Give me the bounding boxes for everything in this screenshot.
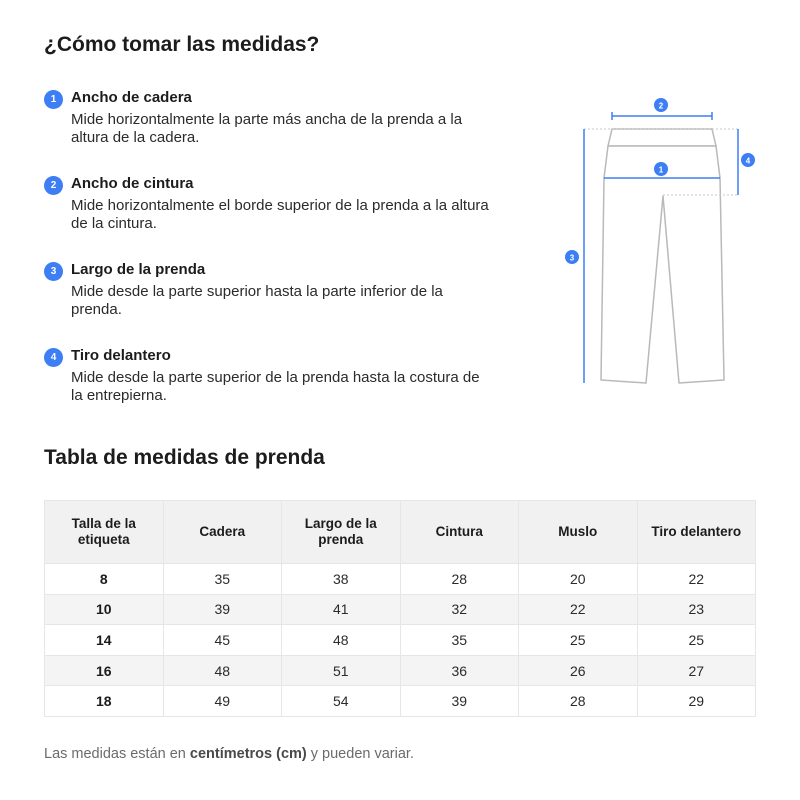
column-header: Cadera [163, 501, 282, 564]
table-cell: 23 [637, 594, 756, 625]
table-cell: 48 [282, 625, 401, 656]
column-header: Muslo [519, 501, 638, 564]
pants-icon [555, 90, 765, 395]
step-number-badge: 2 [44, 176, 63, 195]
size-label-cell: 16 [45, 655, 164, 686]
size-label-cell: 18 [45, 686, 164, 717]
step-number-badge: 3 [44, 262, 63, 281]
pants-outline [601, 146, 724, 383]
table-cell: 28 [519, 686, 638, 717]
table-row [45, 564, 756, 595]
size-label-cell: 8 [45, 564, 164, 595]
table-cell: 25 [519, 625, 638, 656]
table-cell: 22 [637, 564, 756, 595]
table-row [45, 594, 756, 625]
step-number-badge: 4 [44, 348, 63, 367]
marker-label: 1 [658, 165, 664, 175]
marker-badge-2 [654, 98, 668, 112]
table-cell: 22 [519, 594, 638, 625]
table-row [45, 625, 756, 656]
table-cell: 27 [637, 655, 756, 686]
table-row [45, 686, 756, 717]
footnote-prefix: Las medidas están en [44, 746, 190, 762]
table-cell: 36 [400, 655, 519, 686]
table-cell: 49 [163, 686, 282, 717]
step-number-badge: 1 [44, 90, 63, 109]
table-header-row [45, 501, 756, 564]
marker-label: 4 [745, 156, 751, 166]
marker-label: 3 [569, 253, 575, 263]
table-cell: 28 [400, 564, 519, 595]
howto-title: ¿Cómo tomar las medidas? [44, 33, 320, 56]
step-description: Mide horizontalmente el borde superior de la prenda a la altura de la cintura. [71, 197, 489, 232]
footnote-units: centímetros (cm) [189, 746, 307, 762]
table-cell: 45 [163, 625, 282, 656]
step-title: Ancho de cadera [71, 89, 192, 106]
table-cell: 39 [163, 594, 282, 625]
marker-badge-4 [741, 153, 755, 167]
size-label-cell: 14 [45, 625, 164, 656]
table-cell: 39 [400, 686, 519, 717]
step-description: Mide desde la parte superior de la prenda hasta la costura de la entrepierna. [71, 369, 480, 404]
waistband-outline [608, 129, 716, 146]
marker-badge-1 [654, 162, 668, 176]
table-cell: 38 [282, 564, 401, 595]
table-cell: 32 [400, 594, 519, 625]
column-header: Largo de la prenda [282, 501, 401, 564]
table-row [45, 655, 756, 686]
table-cell: 35 [400, 625, 519, 656]
size-label-cell: 10 [45, 594, 164, 625]
marker-badge-3 [565, 250, 579, 264]
table-cell: 54 [282, 686, 401, 717]
table-cell: 20 [519, 564, 638, 595]
footnote-suffix: y pueden variar. [306, 746, 414, 762]
size-table-title: Tabla de medidas de prenda [44, 446, 325, 469]
table-cell: 29 [637, 686, 756, 717]
size-table [44, 500, 756, 717]
table-cell: 25 [637, 625, 756, 656]
step-title: Tiro delantero [71, 347, 171, 364]
table-cell: 51 [282, 655, 401, 686]
column-header: Cintura [400, 501, 519, 564]
marker-label: 2 [658, 101, 664, 111]
table-cell: 26 [519, 655, 638, 686]
step-description: Mide desde la parte superior hasta la parte inferior de la prenda. [71, 283, 443, 318]
step-title: Ancho de cintura [71, 175, 194, 192]
step-title: Largo de la prenda [71, 261, 206, 278]
column-header: Tiro delantero [637, 501, 756, 564]
table-cell: 35 [163, 564, 282, 595]
units-footnote [44, 746, 414, 762]
column-header: Talla de la etiqueta [45, 501, 164, 564]
table-cell: 41 [282, 594, 401, 625]
table-cell: 48 [163, 655, 282, 686]
step-description: Mide horizontalmente la parte más ancha de la prenda a la altura de la cadera. [71, 111, 463, 146]
